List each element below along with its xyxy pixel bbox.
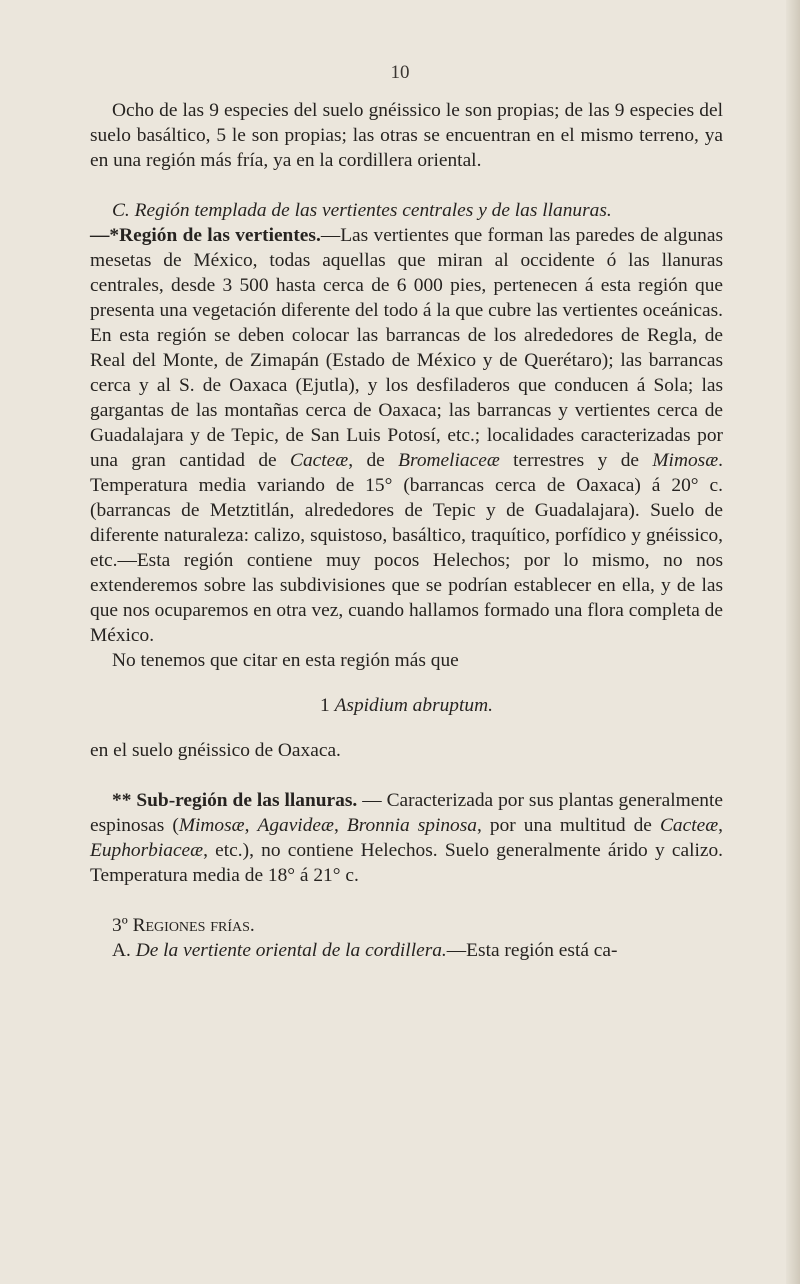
species-entry	[90, 693, 723, 718]
taxon-mimosae: Mimosæ	[652, 450, 719, 471]
vertientes-text-b: , de	[348, 450, 399, 471]
taxon-agavideae: Agavideæ	[257, 815, 334, 836]
subsection-lead-vertientes: —*Región de las vertientes.	[90, 225, 321, 246]
subsection-letter: A.	[112, 940, 136, 961]
section-heading-text: C. Región templada de las vertientes centrales y de las llanuras.	[112, 200, 612, 221]
taxon-cacteae-2: Cacteæ	[659, 815, 719, 836]
vertientes-text-a: —Las vertientes que forman las paredes de algunas mesetas de México, todas aquellas que miran al occidente ó las llanuras centrales, desde 3 500 hasta cerca de 6 000 pies, pertenecen á esta región que presenta una vegetación diferente del todo á la que cubre las vertientes oceánicas. En esta región se deben colocar las barrancas de los alrededores de Regla, de Real del Monte, de Zimapán (Estado de México y de Querétaro); las barrancas cerca y al S. de Oaxaca (Ejutla), y los desfiladeros que conducen á Sola; las gargantas de las montañas cerca de Oaxaca; las barrancas y vertientes cerca de Guadalajara y de Tepic, de San Luis Potosí, etc.; localidades caracterizadas por una gran cantidad de	[90, 225, 724, 471]
page-edge-shadow	[786, 0, 800, 1284]
llanuras-sep-1: ,	[244, 815, 258, 836]
text-body	[90, 98, 723, 963]
paragraph-location: en el suelo gnéissico de Oaxaca.	[90, 740, 341, 761]
section-number: 3º	[112, 915, 133, 936]
vertientes-text-c: terrestres y de	[499, 450, 653, 471]
paragraph-llanuras	[90, 788, 723, 888]
section-heading-frias	[90, 913, 723, 938]
taxon-mimosae-2: Mimosæ	[178, 815, 245, 836]
species-count: 1	[320, 695, 335, 716]
oriental-text: —Esta región está ca-	[446, 940, 618, 961]
paragraph-species-summary: Ocho de las 9 especies del suelo gnéissico le son propias; de las 9 especies del suelo basáltico, 5 le son propias; las otras se encuentran en el mismo terreno, ya en una región más fría, ya en la cordillera oriental.	[90, 100, 723, 171]
subsection-lead-llanuras: ** Sub-región de las llanuras.	[112, 790, 358, 811]
llanuras-text-b: , etc.), no contiene Helechos. Suelo generalmente árido y calizo. Temperatura media de 18° á 21° c.	[90, 840, 723, 886]
taxon-bronnia: Bronnia spinosa	[346, 815, 477, 836]
paragraph-vertientes	[90, 223, 723, 648]
subsection-title-oriental: De la vertiente oriental de la cordillera.	[135, 940, 447, 961]
species-name: Aspidium abruptum.	[334, 695, 493, 716]
taxon-euphorbiaceae: Euphorbiaceæ	[90, 840, 204, 861]
llanuras-text-a: — Caracterizada por sus plantas generalmente espinosas (	[90, 790, 723, 836]
taxon-bromeliaceae: Bromeliaceæ	[398, 450, 500, 471]
page-number: 10	[390, 62, 410, 83]
section-title-frias: Regiones frías.	[132, 915, 255, 936]
section-heading-templada	[90, 198, 723, 223]
llanuras-sep-4: ,	[718, 815, 723, 836]
paragraph-no-tenemos: No tenemos que citar en esta región más que	[112, 650, 459, 671]
paragraph-vertiente-oriental	[90, 938, 723, 963]
taxon-cacteae: Cacteæ	[290, 450, 349, 471]
llanuras-sep-3: , por una multitud de	[477, 815, 660, 836]
llanuras-sep-2: ,	[333, 815, 347, 836]
vertientes-text-d: . Temperatura media variando de 15° (barrancas cerca de Oaxaca) á 20° c. (barrancas de Metztitlán, alrededores de Tepic y de Guadalajara). Suelo de diferente naturaleza: calizo, squistoso, basáltico, traquítico, porfídico y gnéissico, etc.—Esta región contiene muy pocos Helechos; por lo mismo, no nos extenderemos sobre las subdivisiones que se podrían establecer en ella, y de las que nos ocuparemos en otra vez, cuando hallamos formado una flora completa de México.	[90, 450, 723, 646]
